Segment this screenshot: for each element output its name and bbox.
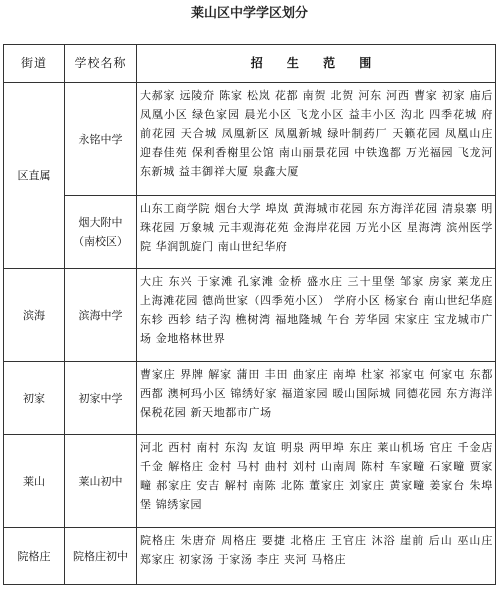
district-table [3, 44, 496, 585]
school-name: 莱山初中 [78, 474, 123, 488]
district-cell: 院格庄 [4, 528, 65, 585]
district-cell: 初家 [4, 362, 65, 435]
table-row [4, 528, 496, 585]
school-cell [65, 83, 137, 196]
district-cell: 区直属 [4, 83, 65, 269]
table-header-row [4, 45, 496, 83]
scope-cell: 大郝家 远陵夼 陈家 松岚 花都 南贺 北贺 河东 河西 曹家 初家 庙后 凤凰小区 绿色家园 晨光小区 飞龙小区 益丰小区 沟北 四季花城 府前花园 天合城 凤凰新区 凤凰新城 绿叶制药厂 天籁花园 凤凰山庄 迎春佳苑 保利香榭里公馆 南山丽景花园 中铁逸都 万光福园 飞龙河东新城 益丰御祥大厦 泉鑫大厦 [137, 83, 496, 196]
school-name: 院格庄初中 [73, 549, 128, 563]
header-school: 学校名称 [65, 45, 137, 83]
district-cell: 滨海 [4, 269, 65, 362]
district-cell: 莱山 [4, 435, 65, 528]
school-cell [65, 362, 137, 435]
school-name: 永铭中学 [78, 132, 123, 146]
scope-cell: 山东工商学院 烟台大学 埠岚 黄海城市花园 东方海洋花园 清泉寨 明珠花园 万象城 元丰观海花苑 金海岸花园 万光小区 星海湾 滨州医学院 华润凯旋门 南山世纪华府 [137, 196, 496, 269]
table-row [4, 435, 496, 528]
scope-cell: 院格庄 朱唐夼 周格庄 要捷 北格庄 王官庄 沐浴 崖前 后山 巫山庄 郑家庄 初家汤 于家汤 李庄 夹河 马格庄 [137, 528, 496, 585]
school-cell [65, 269, 137, 362]
table-row [4, 83, 496, 196]
scope-cell: 河北 西村 南村 东沟 友谊 明泉 两甲埠 东庄 莱山机场 官庄 千金店 千金 解格庄 金村 马村 曲村 刘村 山南周 陈村 车家疃 石家疃 贾家疃 郝家庄 安吉 解村 南陈 北陈 董家庄 刘家庄 黄家疃 姜家台 朱埠堡 锦绣家园 [137, 435, 496, 528]
school-campus: （南校区） [73, 235, 128, 248]
school-name: 烟大附中 [78, 216, 123, 229]
school-cell [65, 435, 137, 528]
school-cell [65, 196, 137, 269]
scope-cell: 曹家庄 界牌 解家 蒲田 丰田 曲家庄 南埠 杜家 祁家屯 何家屯 东都 西都 澳柯玛小区 锦绣好家 福道家园 暖山国际城 同德花园 东方海洋保税花园 新天地都市广场 [137, 362, 496, 435]
school-name: 初家中学 [78, 391, 123, 405]
page-title: 莱山区中学学区划分 [190, 6, 308, 21]
scope-cell: 大庄 东兴 于家滩 孔家滩 金桥 盛水庄 三十里堡 邹家 房家 莱龙庄 上海滩花园 德尚世家（四季苑小区） 学府小区 杨家台 南山世纪华庭 东轸 西轸 结子沟 樵树湾 福地隆城 午台 芳华园 宋家庄 宝龙城市广场 金地格林世界 [137, 269, 496, 362]
school-cell [65, 528, 137, 585]
table-row [4, 196, 496, 269]
header-district: 街道 [4, 45, 65, 83]
header-scope: 招 生 范 围 [137, 45, 496, 83]
table-row [4, 362, 496, 435]
school-name: 滨海中学 [78, 308, 123, 322]
table-row [4, 269, 496, 362]
